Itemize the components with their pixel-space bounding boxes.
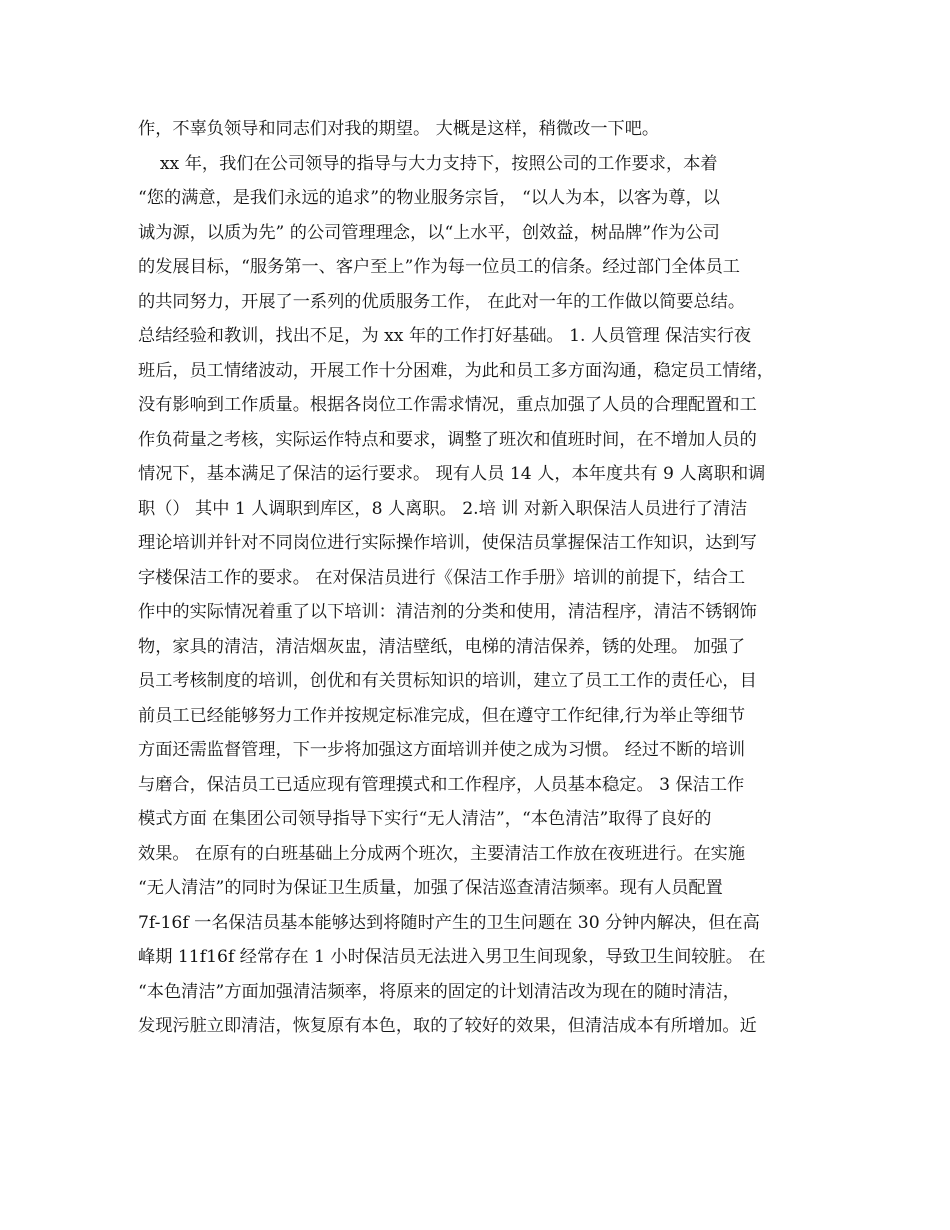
text-line-21: 模式方面 在集团公司领导指导下实行“无人清洁”，“本色清洁”取得了良好的 [138, 809, 712, 829]
text-line-17: 员工考核制度的培训，创优和有关贯标知识的培训，建立了员工工作的责任心，目 [138, 671, 757, 691]
text-line-26: “本色清洁”方面加强清洁频率，将原来的固定的计划清洁改为现在的随时清洁， [138, 981, 740, 1002]
text-line-8: 班后，员工情绪波动，开展工作十分困难，为此和员工多方面沟通，稳定员工情绪， [138, 360, 774, 381]
text-line-11: 情况下，基本满足了保洁的运行要求。 现有人员 14 人，本年度共有 9 人离职和调 [138, 464, 766, 484]
text-line-20: 与磨合，保洁员工已适应现有管理摸式和工作程序，人员基本稳定。 3 保洁工作 [138, 774, 745, 795]
text-line-9: 没有影响到工作质量。根据各岗位工作需求情况，重点加强了人员的合理配置和工 [138, 395, 757, 415]
text-line-12: 职（） 其中 1 人调职到库区，8 人离职。 2.培 训 对新入职保洁人员进行了清洁 [138, 498, 748, 519]
text-line-15: 作中的实际情况着重了以下培训：清洁剂的分类和使用，清洁程序，清洁不锈钢饰 [138, 602, 757, 622]
text-line-13: 理论培训并针对不同岗位进行实际操作培训，使保洁员掌握保洁工作知识，达到写 [138, 533, 757, 553]
text-line-10: 作负荷量之考核，实际运作特点和要求，调整了班次和值班时间，在不增加人员的 [138, 429, 757, 450]
text-line-27: 发现污脏立即清洁，恢复原有本色，取的了较好的效果，但清洁成本有所增加。近 [138, 1016, 757, 1036]
text-line-14: 字楼保洁工作的要求。 在对保洁员进行《保洁工作手册》培训的前提下，结合工 [138, 567, 746, 588]
text-line-23: “无人清洁”的同时为保证卫生质量，加强了保洁巡查清洁频率。现有人员配置 [138, 878, 723, 898]
text-line-1: 作，不辜负领导和同志们对我的期望。 大概是这样，稍微改一下吧。 [138, 119, 660, 139]
text-line-3: “您的满意，是我们永远的追求”的物业服务宗旨， “以人为本，以客为尊，以 [138, 188, 720, 208]
text-line-2: xx 年，我们在公司领导的指导与大力支持下，按照公司的工作要求，本着 [138, 153, 718, 174]
text-line-19: 方面还需监督管理，下一步将加强这方面培训并使之成为习惯。 经过不断的培训 [138, 740, 746, 760]
text-line-22: 效果。 在原有的白班基础上分成两个班次，主要清洁工作放在夜班进行。在实施 [138, 843, 746, 864]
text-line-25: 峰期 11f16f 经常存在 1 小时保洁员无法进入男卫生间现象，导致卫生间较脏。 在 [138, 947, 766, 967]
text-line-18: 前员工已经能够努力工作并按规定标准完成，但在遵守工作纪律,行为举止等细节 [138, 705, 746, 726]
text-line-4: 诚为源，以质为先” 的公司管理理念，以“上水平，创效益，树品牌”作为公司 [138, 222, 720, 243]
text-line-7: 总结经验和教训，找出不足，为 xx 年的工作打好基础。 1. 人员管理 保洁实行夜 [138, 326, 752, 346]
text-line-6: 的共同努力，开展了一系列的优质服务工作， 在此对一年的工作做以简要总结。 [138, 291, 746, 312]
text-line-16: 物，家具的清洁，清洁烟灰盅，清洁壁纸，电梯的清洁保养，锈的处理。 加强了 [138, 636, 746, 657]
body-text [138, 112, 818, 1044]
text-line-5: 的发展目标，“服务第一、客户至上”作为每一位员工的信条。经过部门全体员工 [138, 257, 740, 277]
text-line-24: 7f-16f 一名保洁员基本能够达到将随时产生的卫生问题在 30 分钟内解决，但在高 [138, 912, 760, 933]
